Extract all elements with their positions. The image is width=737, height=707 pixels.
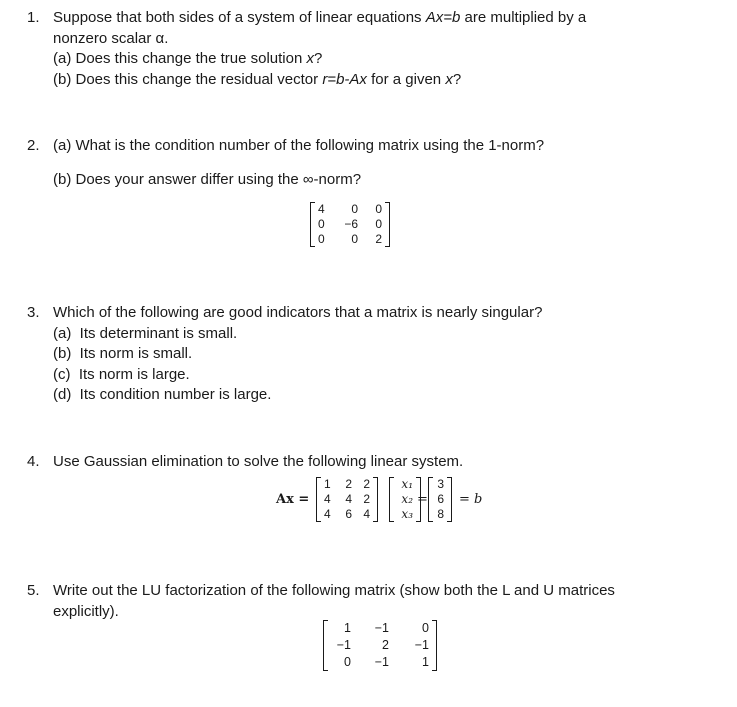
condition-number-matrix (310, 202, 390, 247)
matrix-cell: 2 (345, 477, 352, 491)
matrix-cell: 1 (422, 655, 429, 669)
matrix-cell: −1 (374, 655, 389, 669)
vector-cell: 3 (437, 477, 444, 491)
matrix-cell: 0 (318, 232, 325, 246)
matrix-cell: −6 (344, 217, 358, 231)
lhs-label: Ax = (276, 492, 310, 507)
matrix-cell: 4 (363, 507, 370, 521)
matrix-cell: 0 (351, 202, 358, 216)
coefficient-matrix (316, 477, 378, 522)
question-1-line-1: Suppose that both sides of a system of linear equations Ax=b are multiplied by a (53, 9, 587, 26)
vector-cell: x₂ (401, 492, 413, 506)
vector-grid (394, 477, 416, 522)
question-1-part-b: (b) Does this change the residual vector r=b-Ax for a given x? (53, 70, 462, 88)
vector-cell: 6 (437, 492, 444, 506)
question-2-part-b: (b) Does your answer differ using the ∞-norm? (53, 170, 362, 188)
matrix-cell: 2 (375, 232, 382, 246)
matrix-cell: 4 (324, 492, 331, 506)
option-d: (d) Its condition number is large. (53, 386, 272, 403)
vector-cell: x₃ (401, 507, 413, 521)
right-bracket (432, 620, 437, 671)
matrix-cell: 0 (422, 621, 429, 635)
matrix-cell: −1 (414, 638, 429, 652)
right-bracket (385, 202, 390, 247)
matrix-cell: 0 (375, 217, 382, 231)
matrix-cell: 0 (344, 655, 351, 669)
question-5-prompt: Write out the LU factorization of the following matrix (show both the L and U matrices explicitly). (53, 582, 615, 620)
matrix-cell: 2 (363, 477, 370, 491)
question-4-prompt: Use Gaussian elimination to solve the following linear system. (53, 453, 464, 470)
matrix-cell: 2 (382, 638, 389, 652)
right-bracket (447, 477, 452, 522)
option-a: (a) Its determinant is small. (53, 324, 238, 342)
question-number: 2. (27, 137, 40, 154)
matrix-cell: 0 (351, 232, 358, 246)
vector-grid (433, 477, 447, 522)
matrix-cell: 4 (324, 507, 331, 521)
vector-cell: 8 (437, 507, 444, 521)
matrix-cell: 2 (363, 492, 370, 506)
rhs-vector (428, 477, 452, 522)
question-3-prompt: Which of the following are good indicators that a matrix is nearly singular? (53, 304, 543, 321)
matrix-grid (315, 202, 385, 247)
right-bracket (373, 477, 378, 522)
question-number: 1. (27, 9, 40, 26)
matrix-cell: 0 (318, 217, 325, 231)
matrix-cell: 1 (324, 477, 331, 491)
matrix-cell: 6 (345, 507, 352, 521)
matrix-cell: −1 (336, 638, 351, 652)
matrix-cell: 1 (344, 621, 351, 635)
lu-matrix (323, 620, 437, 671)
matrix-cell: 4 (345, 492, 352, 506)
option-b: (b) Its norm is small. (53, 345, 193, 362)
equals-sign: = (417, 492, 428, 507)
question-1-line-2: nonzero scalar α. (53, 29, 169, 47)
matrix-grid (321, 477, 373, 522)
question-number: 5. (27, 582, 40, 599)
question-number: 4. (27, 453, 40, 470)
question-1-part-a: (a) Does this change the true solution x? (53, 50, 323, 67)
matrix-grid (328, 620, 432, 671)
option-c: (c) Its norm is large. (53, 365, 190, 383)
question-2-part-a: (a) What is the condition number of the following matrix using the 1-norm? (53, 137, 545, 154)
matrix-cell: 4 (318, 202, 325, 216)
matrix-cell: 0 (375, 202, 382, 216)
question-number: 3. (27, 304, 40, 321)
rhs-label: = b (459, 492, 483, 507)
matrix-cell: −1 (374, 621, 389, 635)
vector-cell: x₁ (401, 477, 413, 491)
